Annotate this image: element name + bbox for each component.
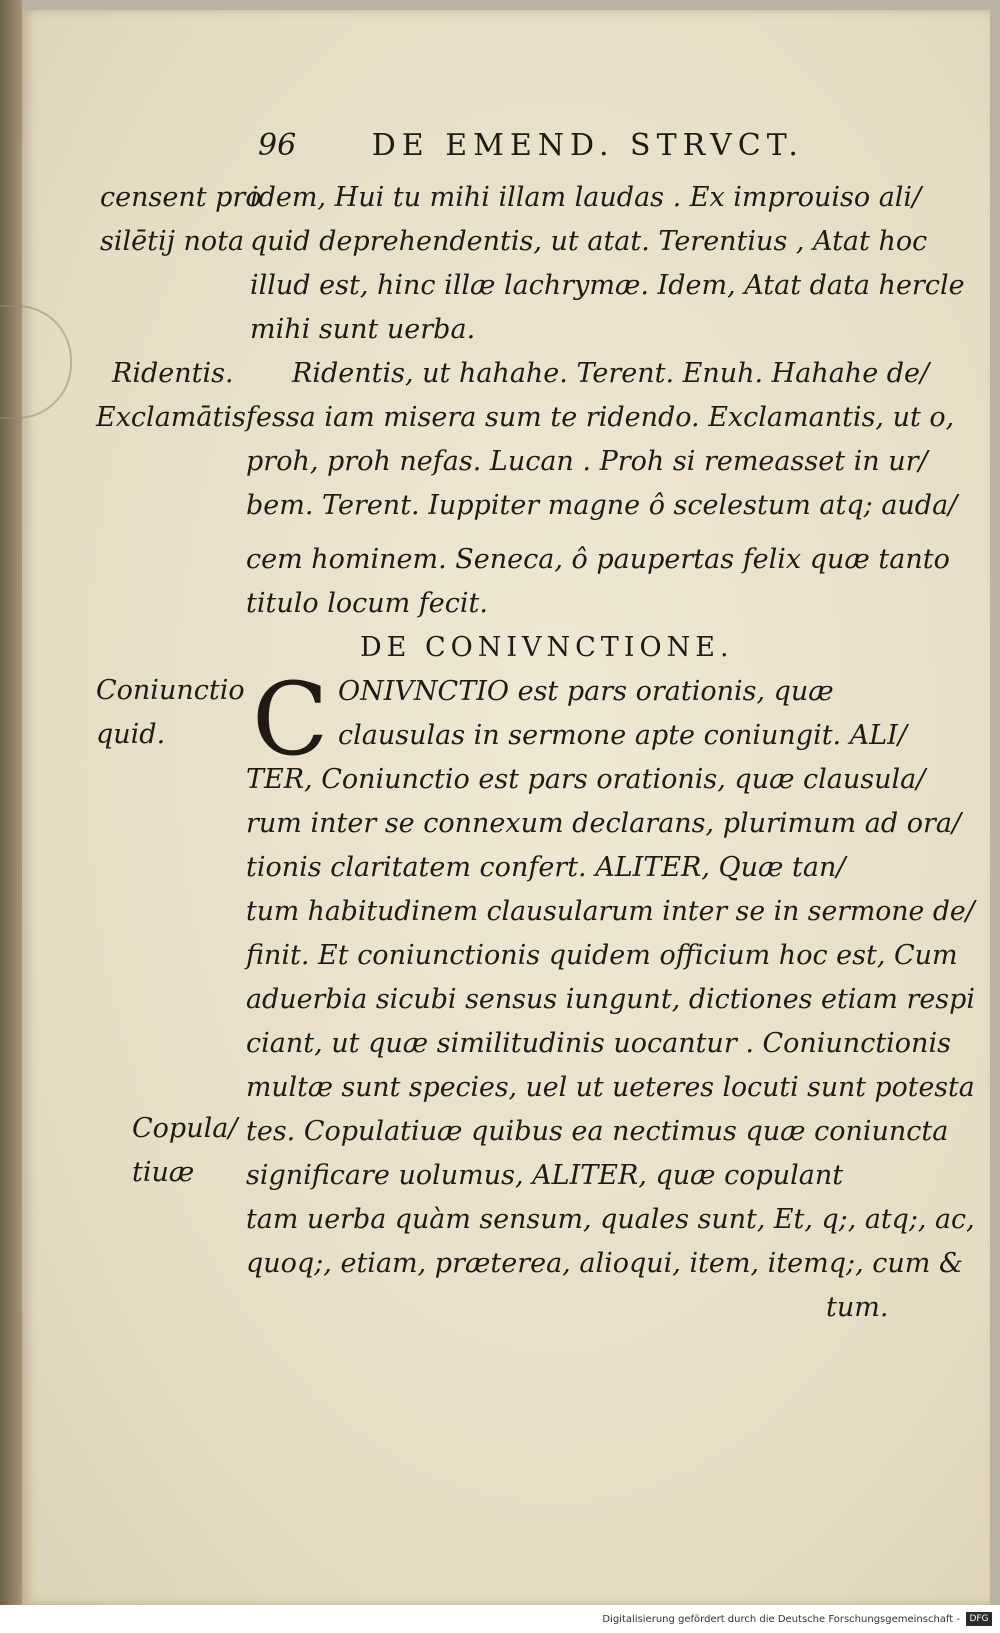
drop-cap: C	[252, 661, 329, 778]
margin-note: censent pro	[100, 182, 262, 213]
text-line: tam uerba quàm sensum, quales sunt, Et, q;, atq;, ac,	[246, 1204, 975, 1235]
text-line: mihi sunt uerba.	[250, 314, 476, 345]
margin-note: Copula/	[132, 1113, 238, 1144]
text-line: ciant, ut quæ similitudinis uocantur . Coniunctionis	[246, 1028, 951, 1059]
margin-note: Coniunctio	[96, 675, 245, 706]
text-line: cem hominem. Seneca, ô paupertas felix quæ tanto	[246, 544, 950, 575]
text-line: Ridentis, ut hahahe. Terent. Enuh. Hahahe de/	[292, 358, 930, 389]
text-line: finit. Et coniunctionis quidem officium hoc est, Cum	[246, 940, 958, 971]
text-line: multæ sunt species, uel ut ueteres locuti sunt potesta	[246, 1072, 975, 1103]
text-line: quid deprehendentis, ut atat. Terentius , Atat hoc	[250, 226, 928, 257]
text-line: quoq;, etiam, præterea, alioqui, item, itemq;, cum &	[246, 1248, 964, 1279]
margin-note: Exclamātis	[96, 402, 246, 433]
text-line: bem. Terent. Iuppiter magne ô scelestum atq; auda/	[246, 490, 958, 521]
text-line: rum inter se connexum declarans, plurimum ad ora/	[246, 808, 962, 839]
footer-credit: Digitalisierung gefördert durch die Deutsche Forschungsgemeinschaft -	[602, 1614, 960, 1625]
margin-note: silētij nota	[100, 226, 245, 257]
text-line: fessa iam misera sum te ridendo. Exclamantis, ut o,	[246, 402, 955, 433]
digitization-footer	[0, 1605, 1000, 1633]
dfg-logo: DFG	[966, 1612, 992, 1626]
text-line: significare uolumus, ALITER, quæ copulant	[246, 1160, 844, 1191]
text-line: aduerbia sicubi sensus iungunt, dictiones etiam respi	[246, 984, 975, 1015]
margin-note: Ridentis.	[112, 358, 234, 389]
text-line: clausulas in sermone apte coniungit. ALI/	[338, 720, 907, 751]
text-line: ONIVNCTIO est pars orationis, quæ	[338, 676, 834, 707]
margin-note: tiuæ	[132, 1157, 195, 1188]
text-line: idem, Hui tu mihi illam laudas . Ex improuiso ali/	[250, 182, 922, 213]
text-line: tum habitudinem clausularum inter se in sermone de/	[246, 896, 975, 927]
page-number: 96	[258, 128, 297, 163]
book-gutter	[0, 0, 22, 1605]
margin-note: quid.	[96, 719, 166, 750]
text-line: tionis claritatem confert. ALITER, Quæ tan/	[246, 852, 846, 883]
running-title: DE EMEND. STRVCT.	[371, 128, 804, 163]
section-heading: DE CONIVNCTIONE.	[360, 632, 734, 663]
text-line: TER, Coniunctio est pars orationis, quæ clausula/	[246, 764, 926, 795]
text-line: tes. Copulatiuæ quibus ea nectimus quæ coniuncta	[246, 1116, 949, 1147]
text-line: titulo locum fecit.	[246, 588, 488, 619]
text-line: illud est, hinc illæ lachrymæ. Idem, Atat data hercle	[250, 270, 965, 301]
text-line: proh, proh nefas. Lucan . Proh si remeasset in ur/	[246, 446, 928, 477]
running-header	[258, 128, 858, 163]
text-line: tum.	[826, 1292, 889, 1323]
